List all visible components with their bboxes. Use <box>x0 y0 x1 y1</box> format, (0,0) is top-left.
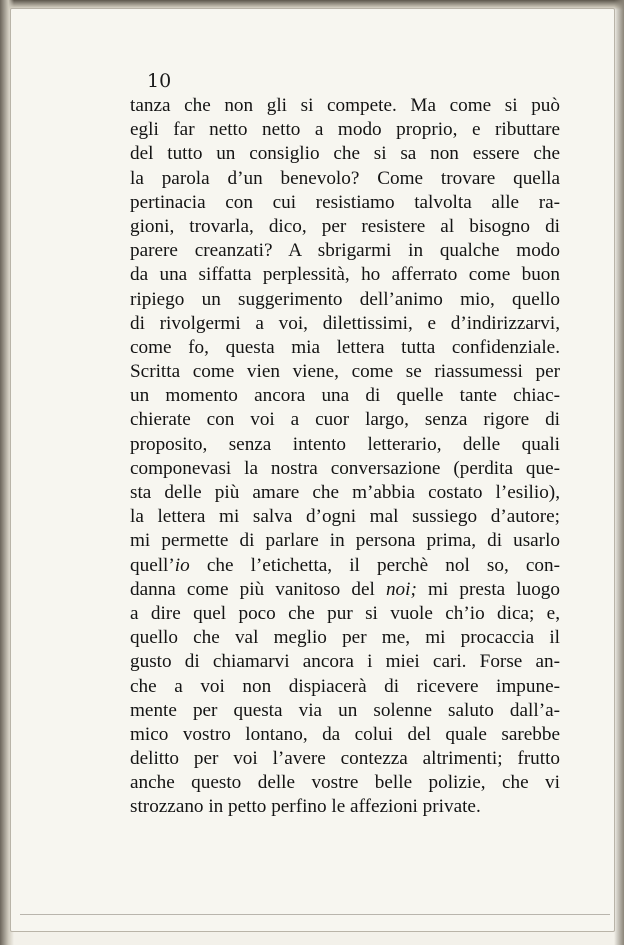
italic-word: noi; <box>385 578 417 600</box>
bottom-rule <box>20 914 610 915</box>
text-line: anche questo delle vostre belle polizie, che vi <box>130 772 560 794</box>
text-line: parere creanzati? A sbrigarmi in qualche modo <box>130 240 560 262</box>
text-line: componevasi la nostra conversazione (perdita que- <box>130 457 560 479</box>
text-line: mi permette di parlare in persona prima, di usarlo <box>130 530 560 552</box>
text-line: gusto di chiamarvi ancora i miei cari. Forse an- <box>130 651 560 673</box>
text-line: ripiego un suggerimento dell’animo mio, quello <box>130 288 560 310</box>
text-line: mico vostro lontano, da colui del quale sarebbe <box>130 723 560 745</box>
text-line: da una siffatta perplessità, ho afferrato come buon <box>130 264 560 286</box>
text-line: un momento ancora una di quelle tante chiac- <box>130 385 560 407</box>
text-line: che a voi non dispiacerà di ricevere impune- <box>130 675 560 697</box>
text-line: quello che val meglio per me, mi procaccia il <box>130 627 560 649</box>
text-line: tanza che non gli si compete. Ma come si può <box>130 95 560 116</box>
text-line: di rivolgermi a voi, dilettissimi, e d’indirizzarvi, <box>130 312 560 334</box>
text-line: chierate con voi a cuor largo, senza rigore di <box>130 409 560 431</box>
body-text <box>130 94 560 820</box>
text-segment: che l’etichetta, il perchè nol so, con- <box>189 554 560 576</box>
page-edge-right <box>614 0 624 945</box>
text-line: gioni, trovarla, dico, per resistere al bisogno di <box>130 215 560 237</box>
text-line: strozzano in petto perfino le affezioni private. <box>130 796 481 818</box>
text-line: pertinacia con cui resistiamo talvolta alle ra- <box>130 191 560 213</box>
page-number: 10 <box>147 70 172 92</box>
text-line: proposito, senza intento letterario, delle quali <box>130 433 560 455</box>
text-line: delitto per voi l’avere contezza altrimenti; frutto <box>130 748 560 770</box>
text-segment: quell’ <box>130 554 175 576</box>
text-line: a dire quel poco che pur si vuole ch’io dica; e, <box>130 602 560 624</box>
text-line: egli far netto netto a modo proprio, e ributtare <box>130 119 560 141</box>
text-line <box>130 554 560 578</box>
text-segment: mi presta luogo <box>416 578 560 600</box>
text-line: come fo, questa mia lettera tutta confidenziale. <box>130 336 560 358</box>
text-line: sta delle più amare che m’abbia costato l’esilio), <box>130 482 560 503</box>
text-line <box>130 578 560 602</box>
text-segment: danna come più vanitoso del <box>130 578 386 600</box>
text-line: Scritta come vien viene, come se riassumessi per <box>130 361 560 383</box>
text-line: del tutto un consiglio che si sa non essere che <box>130 143 560 165</box>
text-line: la parola d’un benevolo? Come trovare quella <box>130 167 560 189</box>
italic-word: io <box>174 554 190 576</box>
text-line: la lettera mi salva d’ogni mal sussiego d’autore; <box>130 506 560 528</box>
text-line: mente per questa via un solenne saluto dall’a- <box>130 699 560 721</box>
